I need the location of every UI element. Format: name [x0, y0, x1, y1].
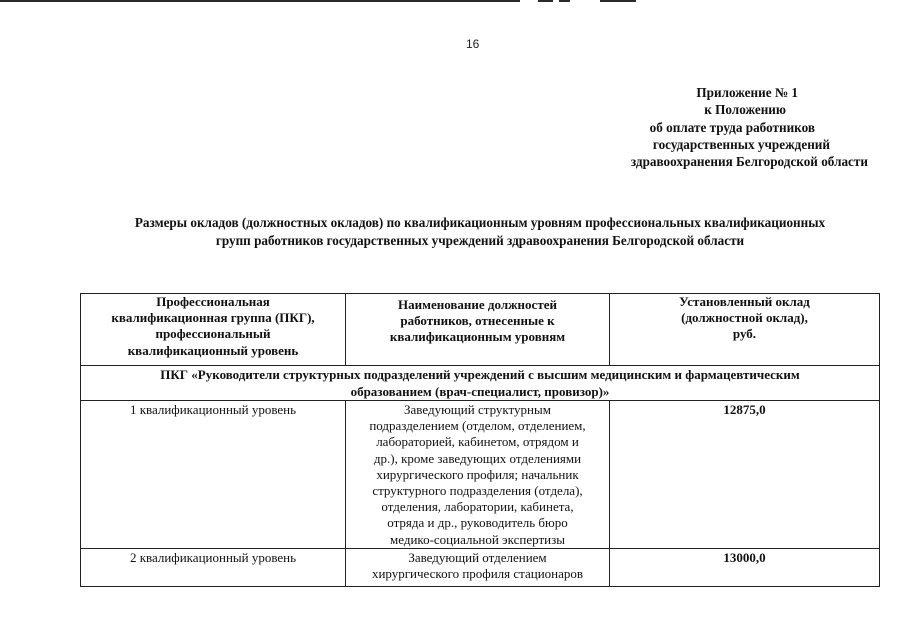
header-text: квалификационная группа (ПКГ), [111, 310, 315, 326]
scan-edge-line [0, 0, 905, 2]
group-title [81, 366, 880, 401]
appendix-header [600, 84, 868, 170]
positions-cell [346, 548, 610, 586]
position-line: Заведующий структурным [404, 402, 551, 417]
header-text: работников, отнесенные к [400, 313, 555, 329]
position-line: др.), кроме заведующих отделениями [373, 450, 582, 466]
appendix-line: государственных учреждений [652, 136, 830, 152]
position-line: отделения, лаборатории, кабинета, [381, 499, 574, 515]
header-text: квалификационный уровень [127, 342, 299, 358]
title-line: групп работников государственных учреждений здравоохранения Белгородской области [215, 233, 745, 248]
group-title-line: ПКГ «Руководители структурных подразделений учреждений с высшим медицинским и фармацевтическим [160, 367, 800, 382]
appendix-line: здравоохранения Белгородской области [630, 154, 868, 170]
position-line: медико-социальной экспертизы [390, 531, 565, 547]
document-title [60, 214, 900, 250]
level-cell: 2 квалификационный уровень [81, 548, 346, 586]
header-text: руб. [732, 326, 757, 342]
position-line: отряда и др., руководитель бюро [387, 515, 568, 531]
level-cell: 1 квалификационный уровень [81, 401, 346, 549]
page-number: 16 [466, 37, 480, 51]
position-line: Заведующий отделением [408, 549, 547, 565]
title-line: Размеры окладов (должностных окладов) по квалификационным уровням профессиональных квалификационных [134, 215, 826, 230]
position-line: хирургического профиля стационаров [371, 566, 584, 582]
header-text: квалификационным уровням [389, 329, 566, 345]
position-line: хирургического профиля; начальник [376, 466, 579, 482]
appendix-line: об оплате труда работников [649, 119, 815, 135]
position-line: подразделением (отделом, отделением, [369, 418, 586, 434]
group-title-line: образованием (врач-специалист, провизор)» [350, 384, 610, 399]
column-header-salary [610, 294, 880, 366]
header-text: Установленный оклад [679, 294, 810, 309]
table-header-row [81, 294, 880, 366]
appendix-line: к Положению [704, 102, 786, 118]
table-row [81, 548, 880, 586]
positions-cell [346, 401, 610, 549]
column-header-positions [346, 294, 610, 366]
salary-cell: 13000,0 [610, 548, 880, 586]
group-row [81, 366, 880, 401]
column-header-group [81, 294, 346, 366]
table-row [81, 401, 880, 549]
position-line: лабораторией, кабинетом, отрядом и [376, 434, 579, 450]
position-line: структурного подразделения (отдела), [372, 483, 583, 499]
appendix-line: Приложение № 1 [696, 85, 798, 100]
salary-table [80, 293, 880, 587]
header-text: Наименование должностей [398, 297, 557, 312]
header-text: Профессиональная [156, 294, 270, 309]
header-text: профессиональный [155, 326, 271, 342]
salary-cell: 12875,0 [610, 401, 880, 549]
header-text: (должностной оклад), [681, 310, 808, 326]
